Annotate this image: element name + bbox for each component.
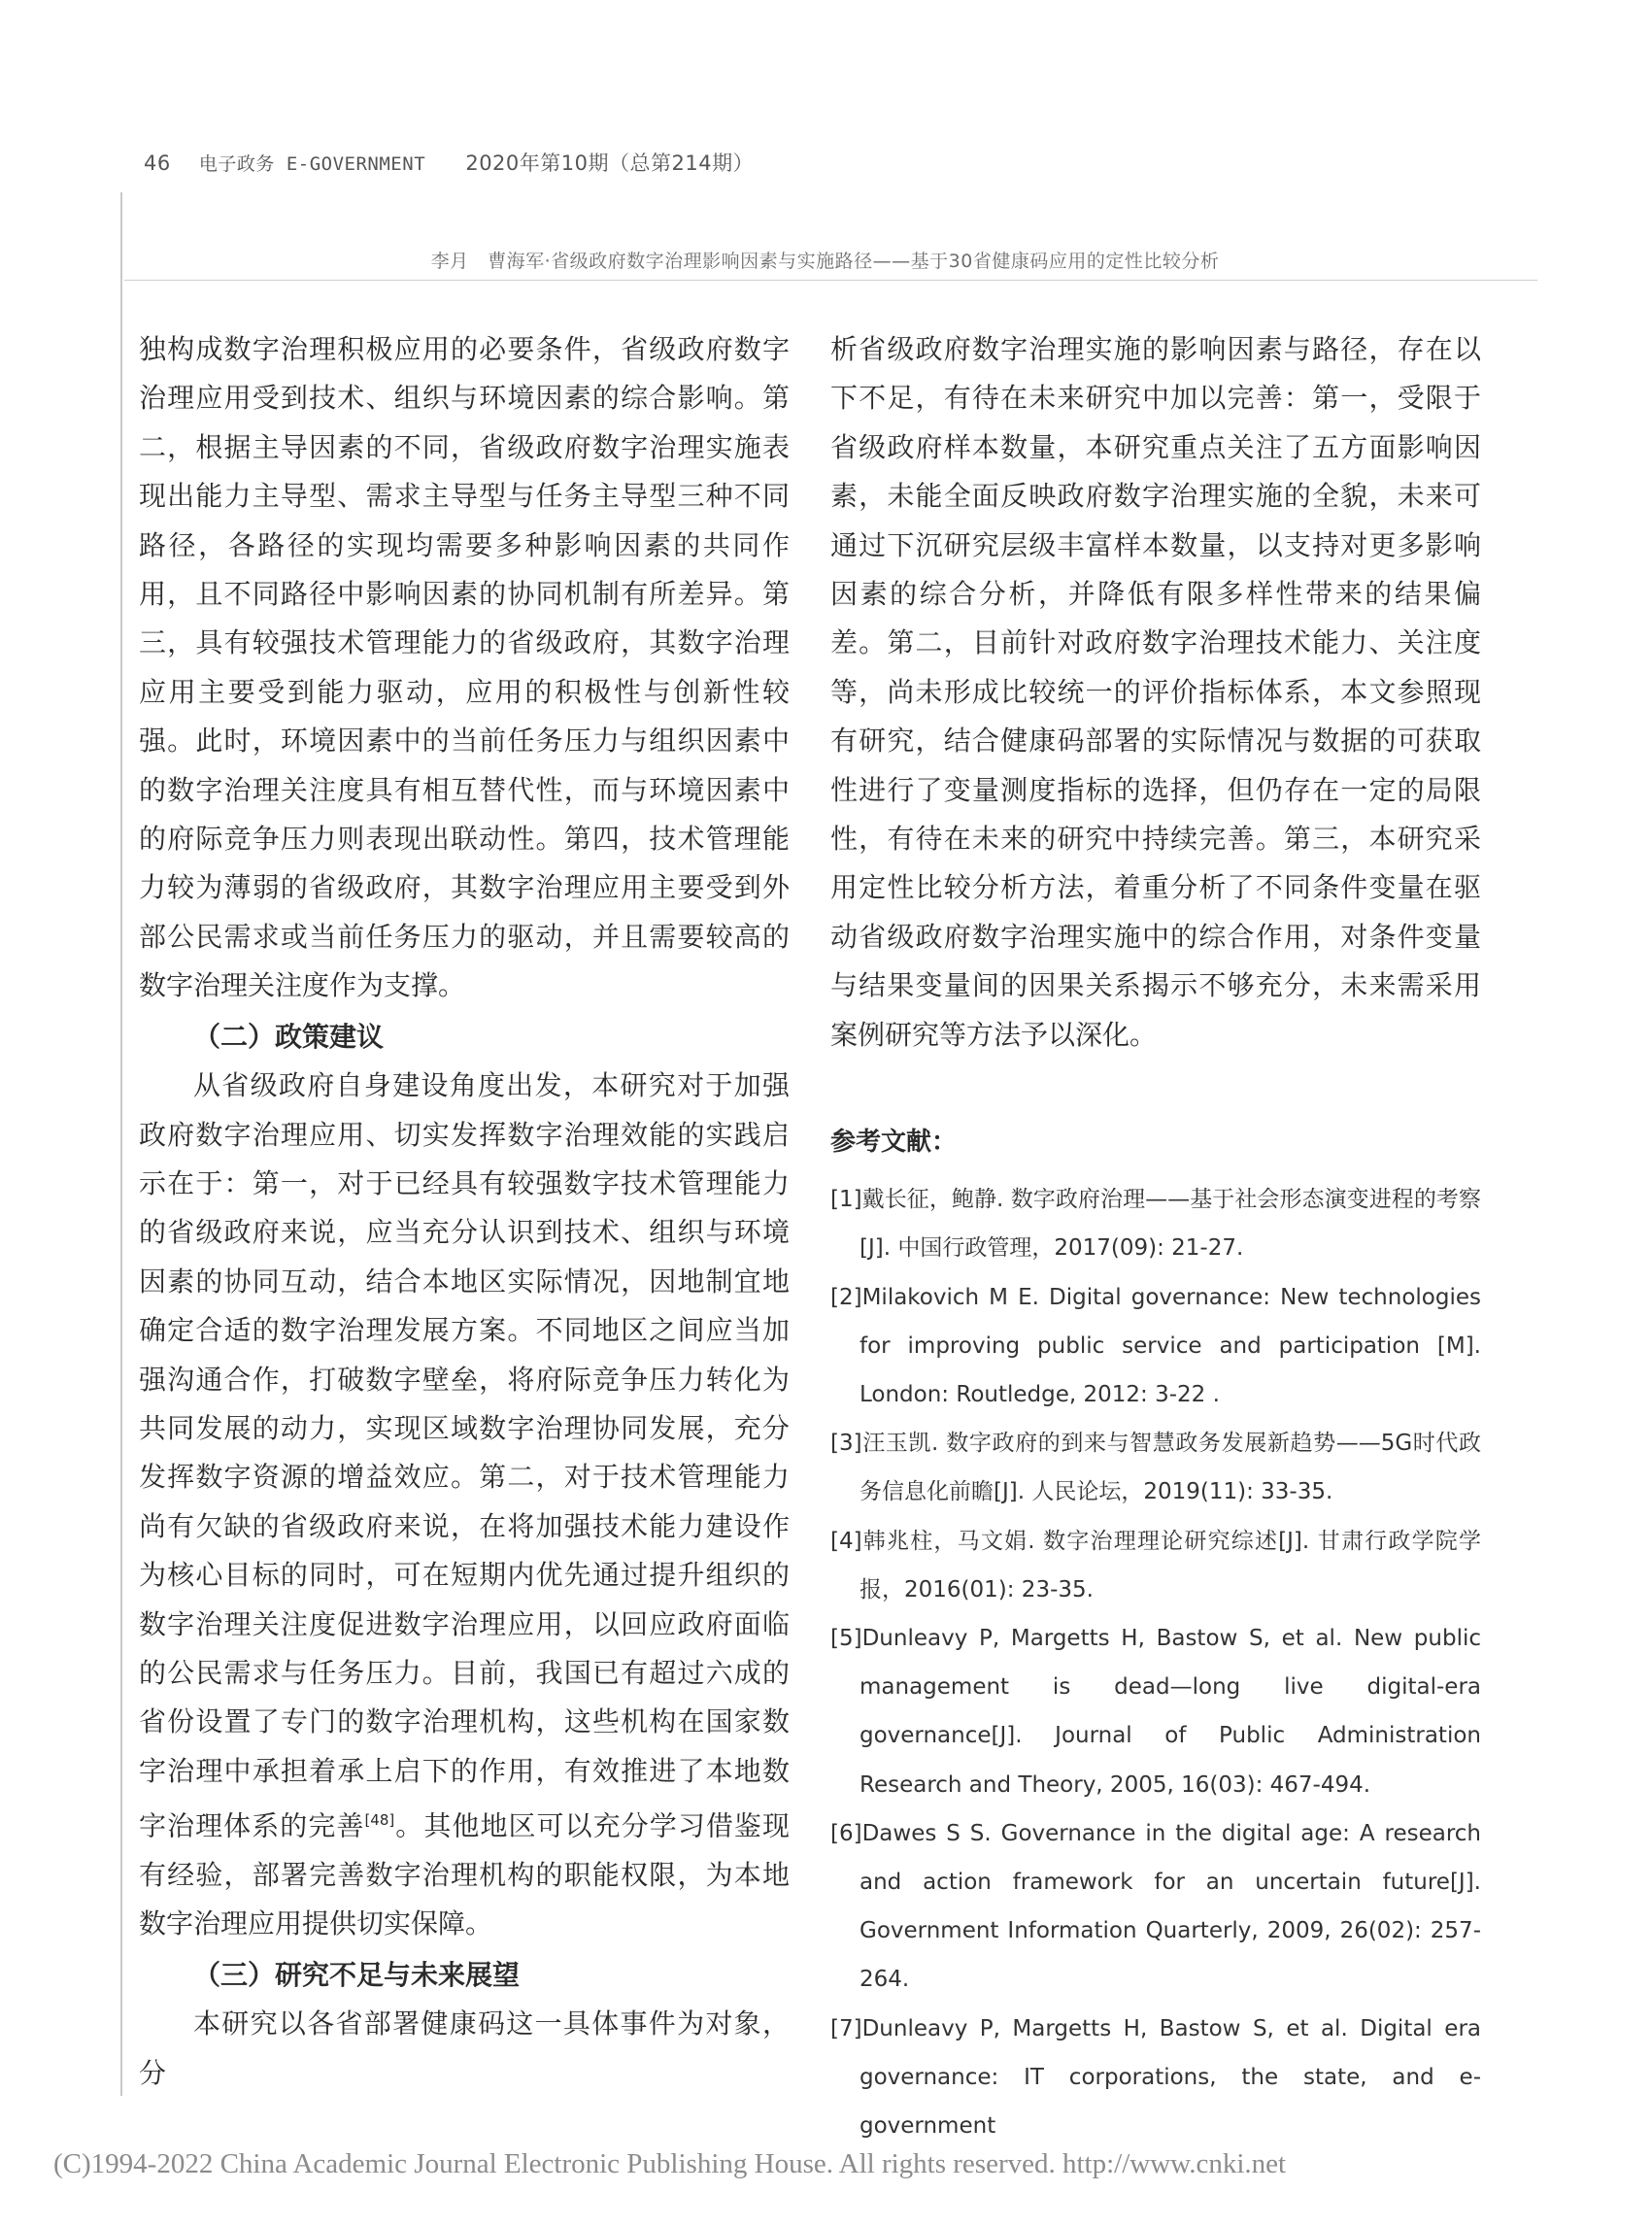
reference-item: [3]汪玉凯. 数字政府的到来与智慧政务发展新趋势——5G时代政务信息化前瞻[J]. 人民论坛，2019(11): 33-35. <box>830 1431 1481 1505</box>
section-heading-policy: （二）政策建议 <box>193 1020 385 1053</box>
reference-item: [6]Dawes S S. Governance in the digital age: A research and action framework for an uncertain future[J]. Government Information Quarterly, 2009, 26(02): 257-264. <box>830 1820 1481 1993</box>
limitations-paragraph-cont: 析省级政府数字治理实施的影响因素与路径，存在以下不足，有待在未来研究中加以完善：第一，受限于省级政府样本数量，本研究重点关注了五方面影响因素，未能全面反映政府数字治理实施的全貌，未来可通过下沉研究层级丰富样本数量，以支持对更多影响因素的综合分析，并降低有限多样性带来的结果偏差。第二，目前针对政府数字治理技术能力、关注度等，尚未形成比较统一的评价指标体系，本文参照现有研究，结合健康码部署的实际情况与数据的可获取性进行了变量测度指标的选择，但仍存在一定的局限性，有待在未来的研究中持续完善。第三，本研究采用定性比较分析方法，着重分析了不同条件变量在驱动省级政府数字治理实施中的综合作用，对条件变量与结果变量间的因果关系揭示不够充分，未来需采用案例研究等方法予以深化。 <box>830 333 1481 1051</box>
right-column <box>830 325 1481 2150</box>
references-list <box>830 1175 1481 2150</box>
journal-name: 电子政务 E-GOVERNMENT <box>198 153 426 175</box>
limitations-paragraph-start: 本研究以各省部署健康码这一具体事件为对象，分 <box>139 2007 790 2089</box>
page-number: 46 <box>144 152 171 175</box>
reference-item: [2]Milakovich M E. Digital governance: New technologies for improving public service and participation [M]. London: Routledge, 2012: 3-22 . <box>830 1284 1481 1407</box>
conclusion-paragraph: 独构成数字治理积极应用的必要条件，省级政府数字治理应用受到技术、组织与环境因素的综合影响。第二，根据主导因素的不同，省级政府数字治理实施表现出能力主导型、需求主导型与任务主导型三种不同路径，各路径的实现均需要多种影响因素的共同作用，且不同路径中影响因素的协同机制有所差异。第三，具有较强技术管理能力的省级政府，其数字治理应用主要受到能力驱动，应用的积极性与创新性较强。此时，环境因素中的当前任务压力与组织因素中的数字治理关注度具有相互替代性，而与环境因素中的府际竞争压力则表现出联动性。第四，技术管理能力较为薄弱的省级政府，其数字治理应用主要受到外部公民需求或当前任务压力的驱动，并且需要较高的数字治理关注度作为支撑。 <box>139 333 790 1002</box>
policy-text-b: 。其他地区可以充分学习借鉴现有经验，部署完善数字治理机构的职能权限，为本地数字治理应用提供切实保障。 <box>139 1809 790 1940</box>
left-column <box>139 325 790 2098</box>
section-heading-limitations: （三）研究不足与未来展望 <box>193 1958 521 1991</box>
page-header <box>144 148 754 177</box>
margin-rule <box>120 192 122 2096</box>
policy-paragraph <box>139 1062 790 1949</box>
issue-info: 2020年第10期（总第214期） <box>465 152 755 175</box>
reference-item: [7]Dunleavy P, Margetts H, Bastow S, et al. Digital era governance: IT corporations, the state, and e-government <box>830 2015 1481 2139</box>
policy-text-a: 从省级政府自身建设角度出发，本研究对于加强政府数字治理应用、切实发挥数字治理效能的实践启示在于：第一，对于已经具有较强数字技术管理能力的省级政府来说，应当充分认识到技术、组织与环境因素的协同互动，结合本地区实际情况，因地制宜地确定合适的数字治理发展方案。不同地区之间应当加强沟通合作，打破数字壁垒，将府际竞争压力转化为共同发展的动力，实现区域数字治理协同发展，充分发挥数字资源的增益效应。第二，对于技术管理能力尚有欠缺的省级政府来说，在将加强技术能力建设作为核心目标的同时，可在短期内优先通过提升组织的数字治理关注度促进数字治理应用，以回应政府面临的公民需求与任务压力。目前，我国已有超过六成的省份设置了专门的数字治理机构，这些机构在国家数字治理中承担着承上启下的作用，有效推进了本地数字治理体系的完善 <box>139 1069 790 1842</box>
reference-item: [4]韩兆柱，马文娟. 数字治理理论研究综述[J]. 甘肃行政学院学报，2016(01): 23-35. <box>830 1528 1481 1602</box>
reference-item: [1]戴长征，鲍静. 数字政府治理——基于社会形态演变进程的考察[J]. 中国行政管理，2017(09): 21-27. <box>830 1187 1481 1262</box>
copyright-footer: (C)1994-2022 China Academic Journal Electronic Publishing House. All rights reserved. http://www.cnki.net <box>53 2148 1287 2179</box>
citation-mark: [48] <box>364 1811 395 1830</box>
header-divider <box>124 280 1537 281</box>
running-title: 李月 曹海军·省级政府数字治理影响因素与实施路径——基于30省健康码应用的定性比较分析 <box>430 251 1220 272</box>
reference-item: [5]Dunleavy P, Margetts H, Bastow S, et al. New public management is dead—long live digital-era governance[J]. Journal of Public Administration Research and Theory, 2005, 16(03): 467-494. <box>830 1625 1481 1798</box>
references-heading: 参考文献： <box>830 1128 958 1158</box>
